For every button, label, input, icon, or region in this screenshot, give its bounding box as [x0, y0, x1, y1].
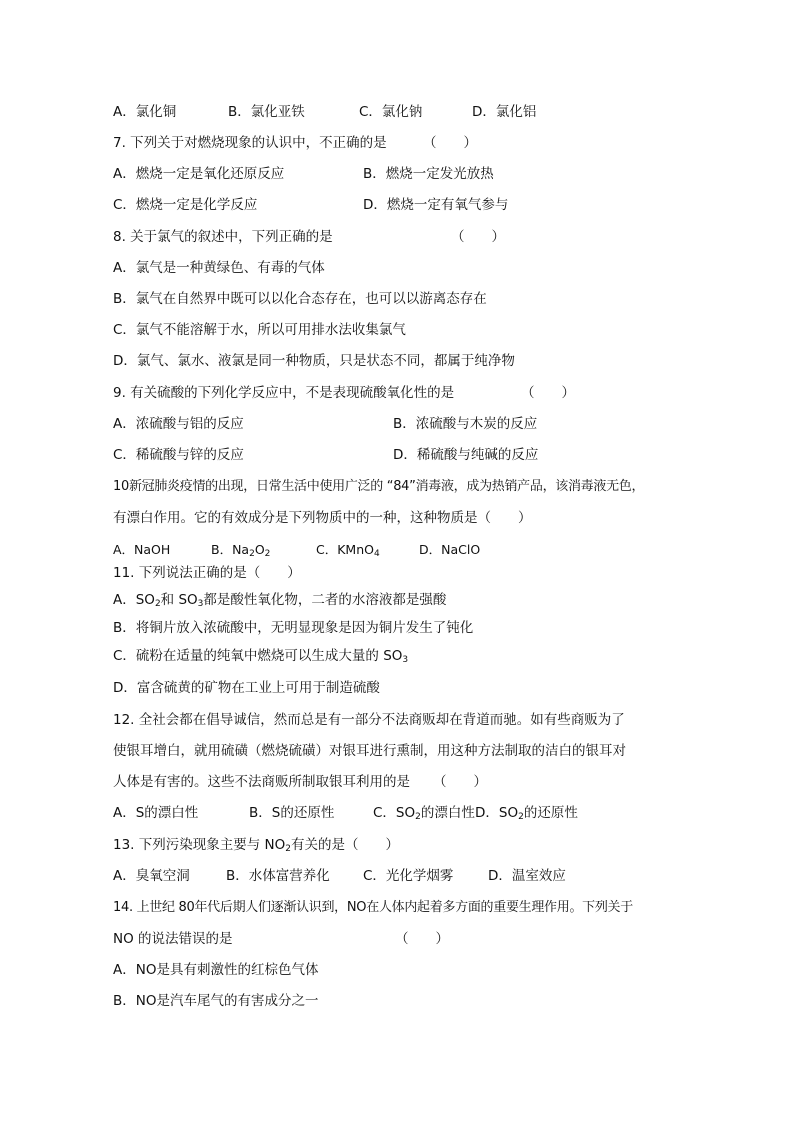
q12-line2: 使银耳增白，就用硫磺（燃烧硫磺）对银耳进行熏制，用这种方法制取的洁白的银耳对 [113, 743, 626, 759]
q6-option-c: C．氯化钠 [359, 104, 423, 120]
q9-option-d: D．稀硫酸与纯碱的反应 [393, 447, 539, 463]
q8-option-d: D．氯气、氯水、液氯是同一种物质，只是状态不同，都属于纯净物 [113, 353, 515, 369]
q14-answer-paren: （ ） [395, 931, 449, 947]
q12-option-a: A．S的漂白性 [113, 805, 199, 821]
q14-option-b: B．NO是汽车尾气的有害成分之一 [113, 993, 319, 1009]
q8-option-a: A．氯气是一种黄绿色、有毒的气体 [113, 260, 325, 276]
q12-line1: 12. 全社会都在倡导诚信，然而总是有一部分不法商贩却在背道而驰。如有些商贩为了 [113, 712, 625, 728]
q10-option-a: A．NaOH [113, 542, 171, 557]
q6-option-b: B．氯化亚铁 [228, 104, 305, 120]
q7-option-c: C．燃烧一定是化学反应 [113, 197, 258, 213]
q9-option-a: A．浓硫酸与铝的反应 [113, 416, 244, 432]
q7-stem-line [113, 134, 477, 152]
q9-answer-paren: （ ） [521, 385, 575, 401]
q9-option-c: C．稀硫酸与锌的反应 [113, 447, 244, 463]
q12-answer-paren: （ ） [433, 774, 487, 790]
q13-option-b: B．水体富营养化 [226, 868, 330, 884]
q8-answer-paren: （ ） [451, 229, 505, 245]
q10-option-b: B．$Na_2O_2$ [211, 542, 271, 559]
q9-stem-line [113, 384, 575, 402]
q9-stem: 9. 有关硫酸的下列化学反应中，不是表现硫酸氧化性的是 [113, 385, 455, 401]
q14-line2 [113, 930, 449, 948]
q8-option-c: C．氯气不能溶解于水，所以可用排水法收集氯气 [113, 322, 406, 338]
q8-stem-line [113, 228, 505, 246]
q14-line1: 14. 上世纪 80年代后期人们逐渐认识到，NO在人体内起着多方面的重要生理作用。下列关于 [113, 900, 633, 915]
q7-stem: 7. 下列关于对燃烧现象的认识中，不正确的是 [113, 135, 387, 151]
q11-option-b: B．将铜片放入浓硫酸中，无明显现象是因为铜片发生了钝化 [113, 620, 474, 636]
q8-stem: 8. 关于氯气的叙述中，下列正确的是 [113, 229, 333, 245]
q12-option-c: C．$SO_2$的漂白性 [373, 805, 475, 822]
q13-option-a: A．臭氧空洞 [113, 868, 190, 884]
q12-option-d: D．$SO_2$的还原性 [475, 805, 578, 822]
q7-option-d: D．燃烧一定有氧气参与 [363, 197, 509, 213]
q14-option-a: A．NO是具有刺激性的红棕色气体 [113, 962, 319, 978]
q6-option-a: A．氯化铜 [113, 104, 177, 120]
q10-line1: 10新冠肺炎疫情的出现，日常生活中使用广泛的 “84”消毒液，成为热销产品，该消毒液无色， [113, 479, 645, 494]
q7-answer-paren: （ ） [423, 135, 477, 151]
q14-stem-end: NO 的说法错误的是 [113, 931, 233, 947]
q9-option-b: B．浓硫酸与木炭的反应 [393, 416, 538, 432]
q11-option-c: C．硫粉在适量的纯氧中燃烧可以生成大量的 $SO_3$ [113, 648, 409, 665]
q6-option-d: D．氯化铝 [472, 104, 537, 120]
q11-stem: 11. 下列说法正确的是（ ） [113, 565, 301, 581]
q11-option-a: A．$SO_2$和 $SO_3$都是酸性氧化物，二者的水溶液都是强酸 [113, 592, 447, 609]
q8-option-b: B．氯气在自然界中既可以以化合态存在，也可以以游离态存在 [113, 291, 487, 307]
q12-line3 [113, 773, 487, 791]
q12-stem-end: 人体是有害的。这些不法商贩所制取银耳利用的是 [113, 774, 410, 790]
q10-option-d: D．NaClO [419, 542, 481, 557]
q10-line2: 有漂白作用。它的有效成分是下列物质中的一种，这种物质是（ ） [113, 510, 532, 526]
q10-option-c: C．KMnO$_4$ [316, 542, 380, 559]
q13-option-d: D．温室效应 [488, 868, 566, 884]
q7-option-b: B．燃烧一定发光放热 [363, 166, 494, 182]
q13-stem: 13. 下列污染现象主要与 $NO_2$有关的是（ ） [113, 837, 400, 854]
q7-option-a: A．燃烧一定是氧化还原反应 [113, 166, 285, 182]
q12-option-b: B．S的还原性 [249, 805, 335, 821]
q11-option-d: D．富含硫黄的矿物在工业上可用于制造硫酸 [113, 680, 380, 696]
q13-option-c: C．光化学烟雾 [363, 868, 454, 884]
